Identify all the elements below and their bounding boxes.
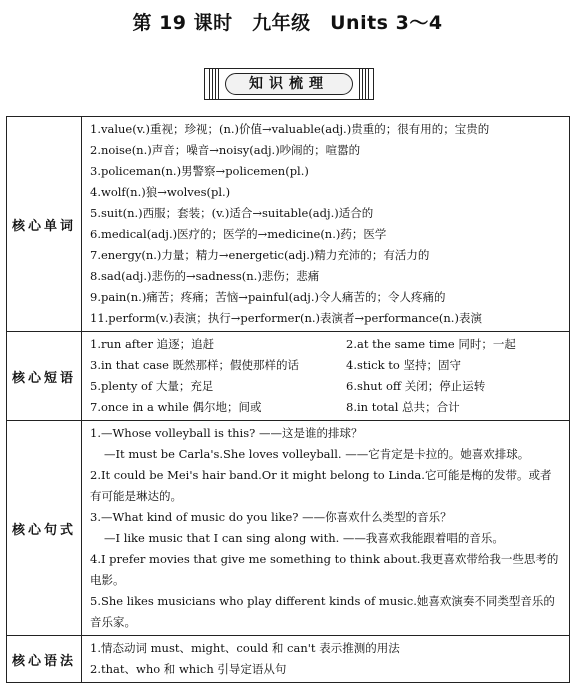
word-item: 9.pain(n.)痛苦；疼痛；苦恼→painful(adj.)令人痛苦的；令人疼痛的 — [90, 290, 446, 304]
grammar-content — [82, 636, 570, 683]
word-item: 2.noise(n.)声音；噪音→noisy(adj.)吵闹的；喧嚣的 — [90, 143, 361, 157]
summary-table — [6, 116, 570, 683]
page-title: 第 19 课时 九年级 Units 3～4 — [132, 12, 443, 34]
section-badge: 知识梳理 — [225, 73, 353, 95]
sentences-content — [82, 421, 570, 636]
word-item: 1.value(v.)重视；珍视；(n.)价值→valuable(adj.)贵重的；很有用的；宝贵的 — [90, 122, 490, 136]
phrase-item: 2.at the same time 同时；一起 — [346, 337, 516, 351]
word-item: 5.suit(n.)西服；套装；(v.)适合→suitable(adj.)适合的 — [90, 206, 374, 220]
phrases-row — [7, 332, 570, 421]
phrase-item: 5.plenty of 大量；充足 — [90, 379, 214, 393]
grammar-item: 2.that、who 和 which 引导定语从句 — [90, 662, 287, 676]
words-content — [82, 117, 570, 332]
word-item: 7.energy(n.)力量；精力→energetic(adj.)精力充沛的；有活力的 — [90, 248, 430, 262]
sentence-item: —I like music that I can sing along with. ——我喜欢我能跟着唱的音乐。 — [104, 531, 504, 545]
phrases-content — [82, 332, 570, 421]
phrase-item: 7.once in a while 偶尔地；间或 — [90, 400, 262, 414]
sentence-item: 3.—What kind of music do you like? ——你喜欢什么类型的音乐？ — [90, 510, 452, 524]
words-row — [7, 117, 570, 332]
word-item: 8.sad(adj.)悲伤的→sadness(n.)悲伤；悲痛 — [90, 269, 320, 283]
phrase-item: 4.stick to 坚持；固守 — [346, 358, 461, 372]
phrase-item: 6.shut off 关闭；停止运转 — [346, 379, 486, 393]
sentences-label: 核心句式 — [7, 421, 82, 636]
sentence-item: 1.—Whose volleyball is this? ——这是谁的排球？ — [90, 426, 363, 440]
phrases-label: 核心短语 — [7, 332, 82, 421]
section-banner — [204, 68, 374, 100]
sentence-item: 2.It could be Mei's hair band.Or it might belong to Linda.它可能是梅的发带。或者有可能是琳达的。 — [90, 468, 552, 503]
words-label: 核心单词 — [7, 117, 82, 332]
sentence-item: —It must be Carla's.She loves volleyball. ——它肯定是卡拉的。她喜欢排球。 — [104, 447, 530, 461]
sentence-item: 4.I prefer movies that give me something to think about.我更喜欢带给我一些思考的电影。 — [90, 552, 559, 587]
phrase-item: 3.in that case 既然那样；假使那样的话 — [90, 358, 300, 372]
grammar-row — [7, 636, 570, 683]
sentences-row — [7, 421, 570, 636]
grammar-item: 1.情态动词 must、might、could 和 can't 表示推测的用法 — [90, 641, 400, 655]
word-item: 11.perform(v.)表演；执行→performer(n.)表演者→performance(n.)表演 — [90, 311, 482, 325]
sentence-item: 5.She likes musicians who play different kinds of music.她喜欢演奏不同类型音乐的音乐家。 — [90, 594, 555, 629]
phrase-item: 1.run after 追逐；追赶 — [90, 337, 215, 351]
word-item: 3.policeman(n.)男警察→policemen(pl.) — [90, 164, 309, 178]
phrase-item: 8.in total 总共；合计 — [346, 400, 460, 414]
word-item: 6.medical(adj.)医疗的；医学的→medicine(n.)药；医学 — [90, 227, 387, 241]
grammar-label: 核心语法 — [7, 636, 82, 683]
word-item: 4.wolf(n.)狼→wolves(pl.) — [90, 185, 231, 199]
